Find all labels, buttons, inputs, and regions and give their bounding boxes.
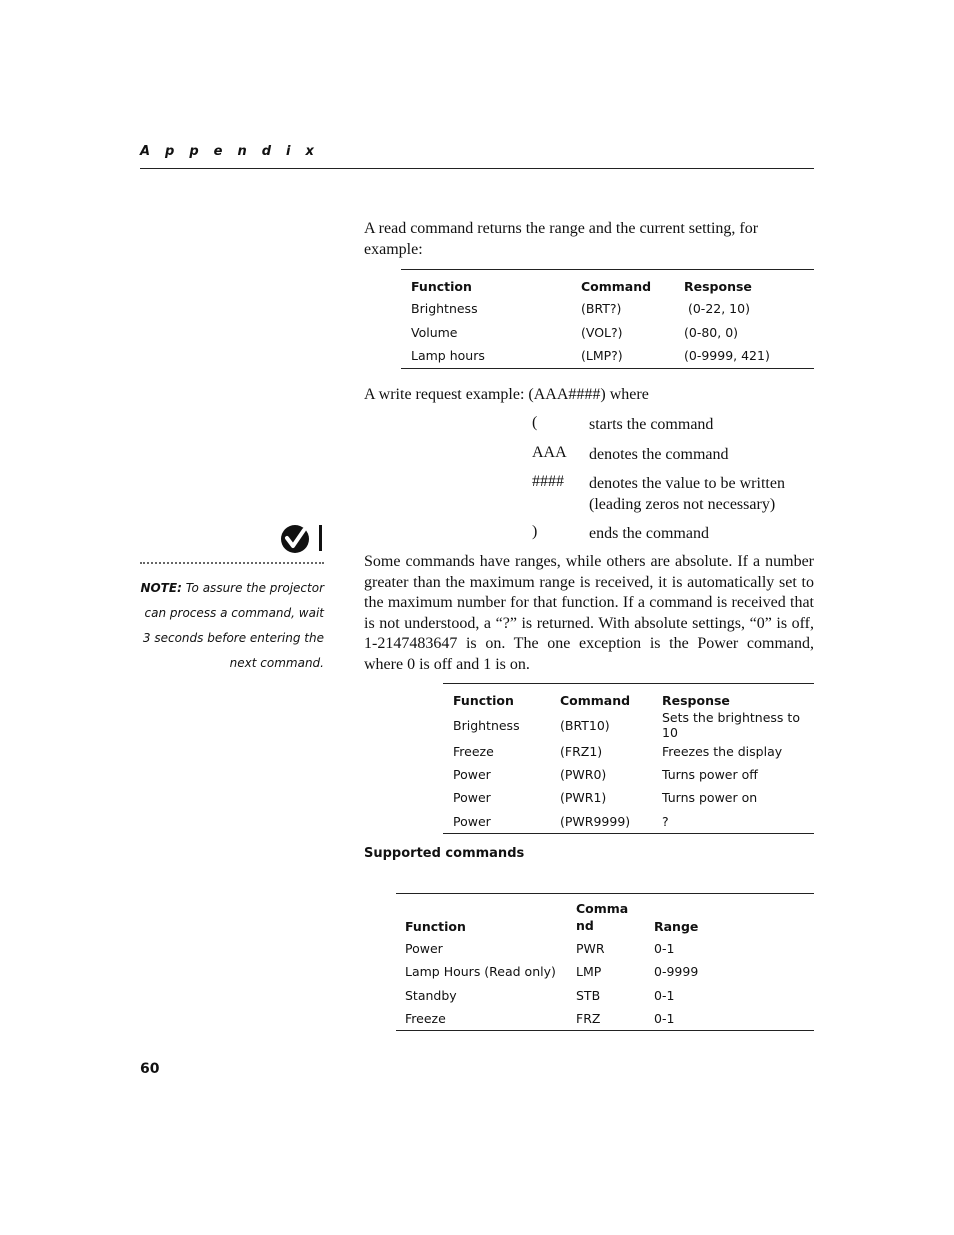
- table-row: [443, 786, 814, 809]
- definition-text: ends the command: [589, 525, 709, 542]
- column-header: Function: [453, 693, 514, 708]
- table-cell: Volume: [411, 324, 458, 340]
- table-row: [396, 960, 814, 983]
- table-cell: (PWR0): [560, 767, 607, 783]
- supported-commands-table: [396, 893, 814, 1031]
- table-cell: PWR: [576, 941, 605, 957]
- column-header: Response: [684, 279, 752, 294]
- table-row: [396, 1007, 814, 1030]
- table-cell: (0-9999, 421): [684, 348, 770, 364]
- table-cell: (LMP?): [581, 348, 623, 364]
- table-cell: Freeze: [453, 744, 494, 760]
- table-row: [443, 763, 814, 786]
- note-label: NOTE:: [140, 581, 182, 595]
- table-cell: LMP: [576, 964, 602, 980]
- sidebar-note: [140, 576, 324, 676]
- definition-text: denotes the value to be written (leading zeros not necessary): [589, 475, 785, 513]
- table-cell: Power: [405, 941, 443, 957]
- table-cell: ?: [662, 813, 669, 829]
- column-header: Function: [411, 279, 472, 294]
- note-body: To assure the projector can process a command, wait 3 seconds before entering the next command.: [142, 581, 324, 670]
- definition-symbol: ####: [532, 473, 564, 490]
- table-cell: Turns power on: [662, 790, 758, 806]
- table-cell: 0-1: [654, 941, 675, 957]
- table-cell: Lamp hours: [411, 348, 485, 364]
- column-header: Range: [654, 919, 699, 934]
- table-cell: Brightness: [453, 717, 520, 733]
- table-cell: Brightness: [411, 301, 478, 317]
- definition-text: denotes the command: [589, 446, 729, 463]
- table-header-row: [401, 270, 814, 297]
- table-cell: 0-1: [654, 1011, 675, 1027]
- table-cell: Freeze: [405, 1011, 446, 1027]
- table-row: [443, 740, 814, 763]
- write-command-table: [443, 683, 814, 834]
- table-cell: (0-22, 10): [684, 301, 750, 317]
- table-cell: Lamp Hours (Read only): [405, 964, 556, 980]
- ranges-paragraph: Some commands have ranges, while others are absolute. If a number greater than the maximum range is received, it is automatically set to the maximum number for that function. If a command is received that is not understood, a “?” is returned. With absolute settings, “0” is off, 1-2147483647 is on. The one exception is the Power command, where 0 is off and 1 is on.: [364, 553, 814, 673]
- table-cell: Sets the brightness to 10: [662, 710, 800, 740]
- definition-symbol: (: [532, 414, 538, 431]
- write-intro-paragraph: A write request example: (AAA####) where: [364, 386, 649, 403]
- table-cell: Turns power off: [662, 767, 758, 783]
- column-header: Command: [581, 279, 652, 294]
- definition-symbol: AAA: [532, 444, 567, 461]
- table-row: [443, 810, 814, 833]
- checkmark-note-icon: [280, 523, 324, 553]
- table-row: [396, 937, 814, 960]
- table-cell: Power: [453, 767, 491, 783]
- table-cell: (BRT10): [560, 717, 610, 733]
- table-cell: (FRZ1): [560, 744, 603, 760]
- section-heading: Supported commands: [364, 846, 525, 861]
- column-header: Command: [560, 693, 631, 708]
- table-row: [443, 710, 814, 740]
- page-number: 60: [140, 1061, 160, 1077]
- table-cell: STB: [576, 987, 601, 1003]
- column-header: Function: [405, 919, 466, 934]
- table-cell: Power: [453, 813, 491, 829]
- table-row: [401, 321, 814, 345]
- table-cell: Freezes the display: [662, 744, 783, 760]
- table-cell: FRZ: [576, 1011, 601, 1027]
- table-cell: 0-9999: [654, 964, 699, 980]
- running-header: Appendix: [140, 144, 329, 159]
- note-divider: [140, 562, 324, 564]
- table-cell: (0-80, 0): [684, 324, 739, 340]
- table-row: [401, 297, 814, 321]
- intro-read-paragraph: A read command returns the range and the current setting, for example:: [364, 220, 759, 258]
- table-header-row: [443, 684, 814, 710]
- read-command-table: [401, 269, 814, 369]
- table-row: [401, 344, 814, 368]
- table-cell: (PWR1): [560, 790, 607, 806]
- header-rule: [140, 168, 814, 169]
- definition-text: starts the command: [589, 416, 714, 433]
- table-cell: Power: [453, 790, 491, 806]
- definition-symbol: ): [532, 523, 538, 540]
- table-cell: (VOL?): [581, 324, 623, 340]
- table-cell: 0-1: [654, 987, 675, 1003]
- column-header: Command: [576, 901, 629, 933]
- table-cell: (BRT?): [581, 301, 622, 317]
- table-row: [396, 984, 814, 1007]
- table-cell: (PWR9999): [560, 813, 631, 829]
- column-header: Response: [662, 693, 730, 708]
- table-header-row: [396, 894, 814, 937]
- table-cell: Standby: [405, 987, 457, 1003]
